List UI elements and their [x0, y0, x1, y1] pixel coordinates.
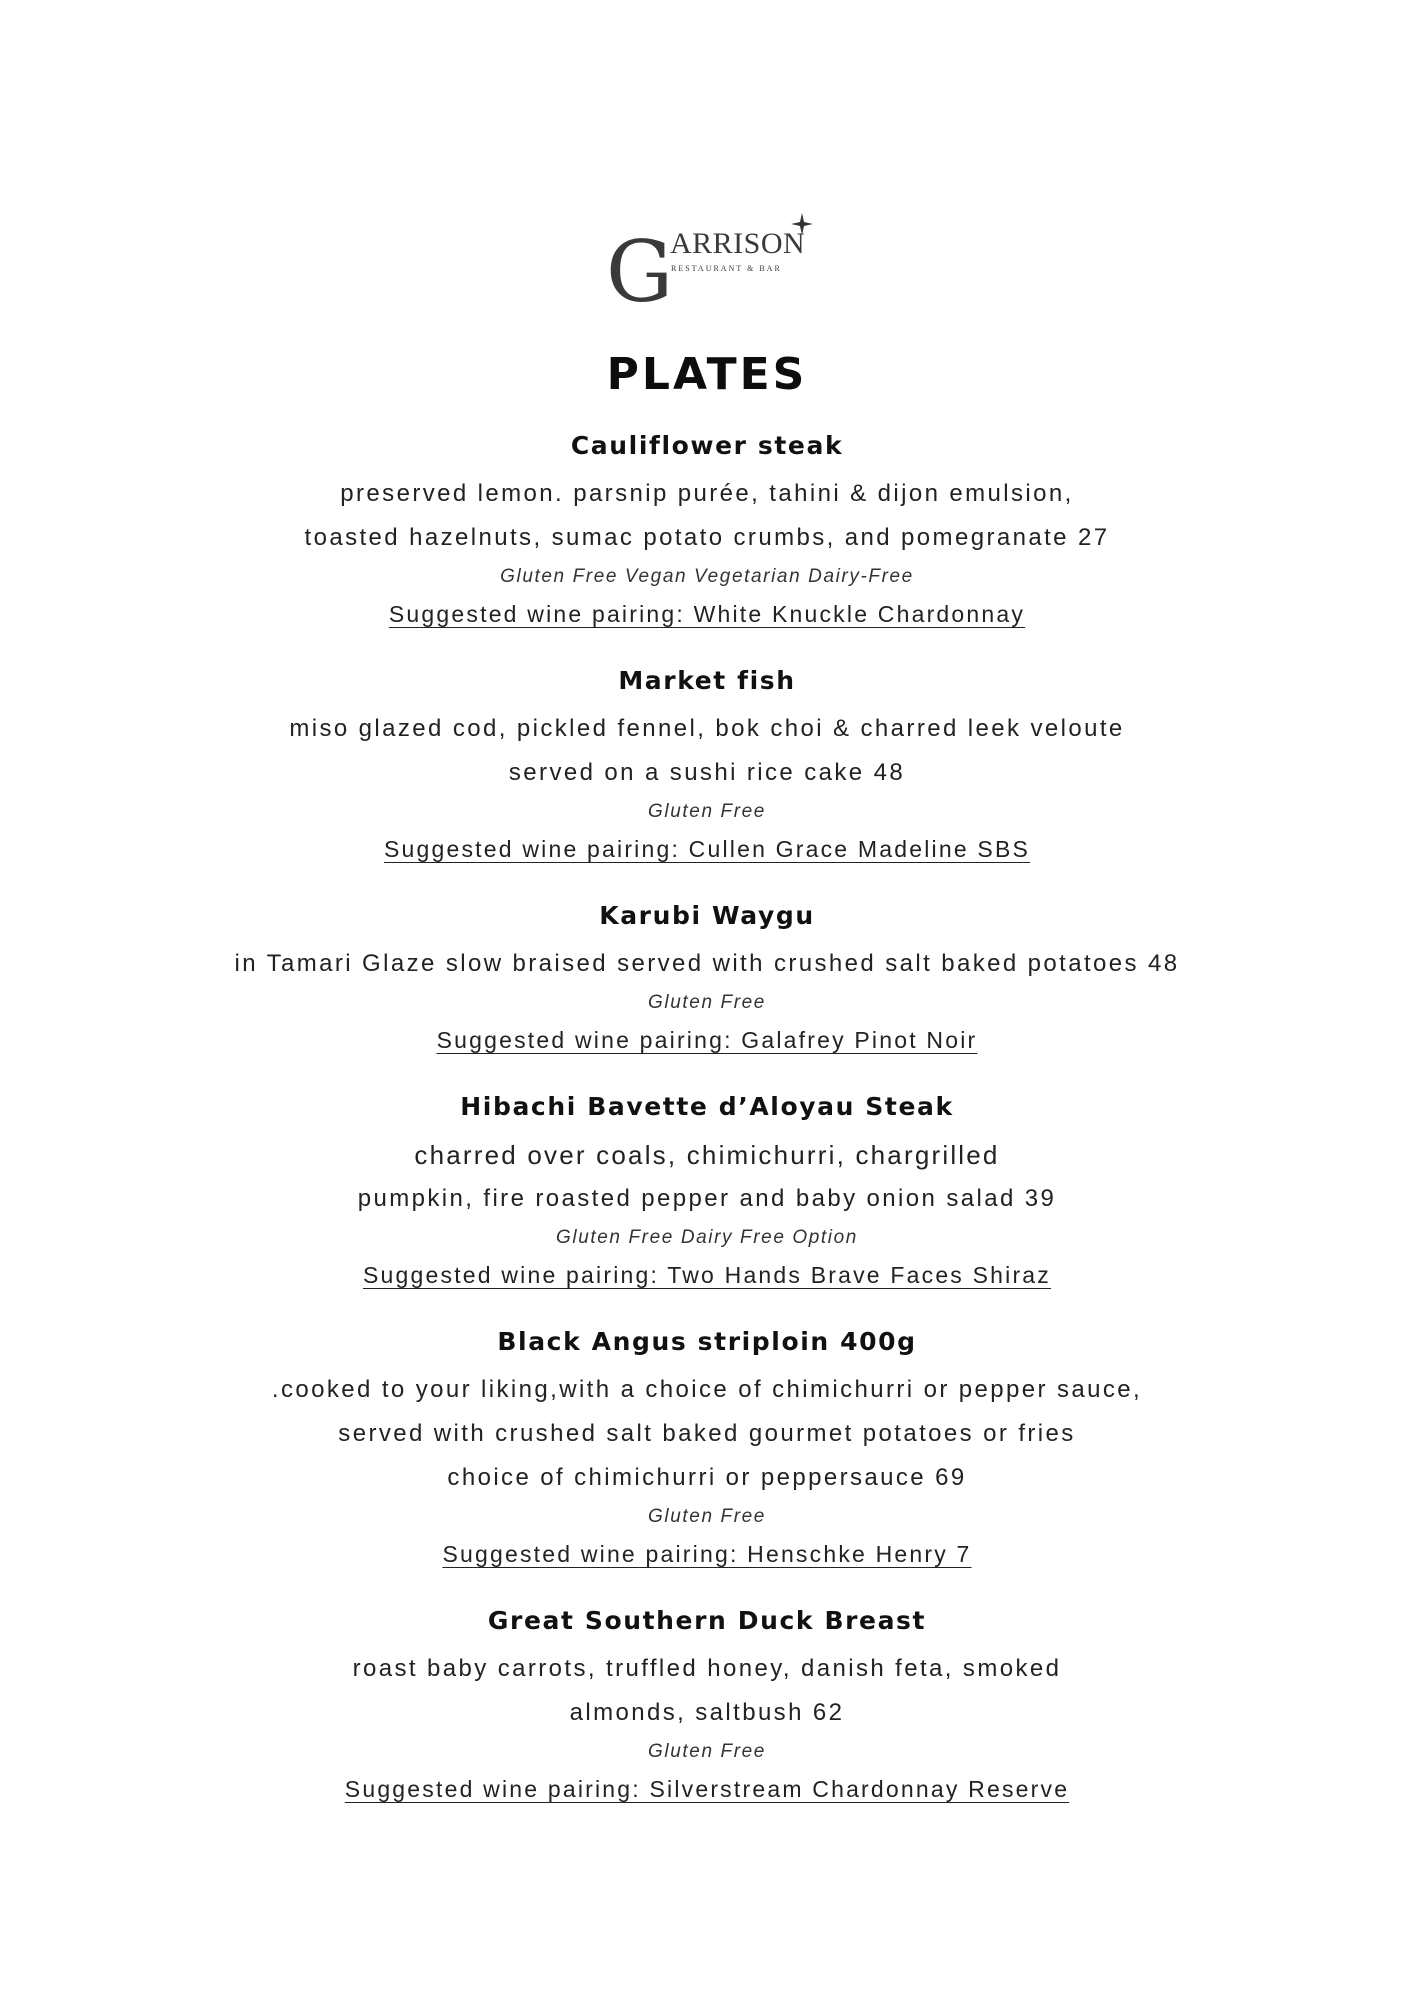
dish-name: Karubi Waygu	[599, 901, 815, 930]
dish-name: Market fish	[618, 666, 796, 695]
wine-pairing-link[interactable]: Suggested wine pairing: Two Hands Brave Faces Shiraz	[362, 1262, 1051, 1288]
logo-initial: G	[606, 223, 674, 315]
dish-description: served on a sushi rice cake 48	[508, 759, 906, 786]
dish-description: roast baby carrots, truffled honey, danish feta, smoked	[352, 1655, 1062, 1682]
dish-description: almonds, saltbush 62	[569, 1699, 845, 1726]
dietary-info: Gluten Free	[648, 1741, 766, 1762]
wine-pairing-link[interactable]: Suggested wine pairing: Cullen Grace Madeline SBS	[383, 836, 1031, 862]
dish-item	[0, 1603, 1414, 1811]
wine-pairing-link[interactable]: Suggested wine pairing: Henschke Henry 7	[442, 1541, 972, 1567]
dietary-info: Gluten Free Dairy Free Option	[556, 1227, 858, 1248]
section-heading: PLATES	[606, 349, 808, 400]
dish-item	[0, 1324, 1414, 1576]
dish-name: Black Angus striploin 400g	[497, 1327, 917, 1356]
dish-item	[0, 663, 1414, 871]
dietary-info: Gluten Free	[648, 992, 766, 1013]
garrison-logo	[600, 205, 820, 315]
dish-description: .cooked to your liking,with a choice of chimichurri or pepper sauce,	[271, 1376, 1143, 1403]
logo-wordmark: ARRISON	[670, 227, 806, 260]
dish-name: Hibachi Bavette d’Aloyau Steak	[460, 1092, 954, 1121]
wine-pairing-link[interactable]: Suggested wine pairing: White Knuckle Chardonnay	[388, 601, 1026, 627]
logo-tagline: RESTAURANT & BAR	[671, 264, 782, 273]
dish-item	[0, 1089, 1414, 1297]
dish-description: in Tamari Glaze slow braised served with crushed salt baked potatoes 48	[234, 950, 1180, 977]
dish-list	[0, 428, 1414, 1838]
dish-name: Great Southern Duck Breast	[487, 1606, 927, 1635]
dish-description: preserved lemon. parsnip purée, tahini & dijon emulsion,	[340, 480, 1074, 507]
dish-item	[0, 898, 1414, 1062]
dietary-info: Gluten Free Vegan Vegetarian Dairy-Free	[500, 566, 914, 587]
wine-pairing-link[interactable]: Suggested wine pairing: Galafrey Pinot Noir	[436, 1027, 978, 1053]
dish-description: pumpkin, fire roasted pepper and baby onion salad 39	[357, 1185, 1057, 1212]
dietary-info: Gluten Free	[648, 801, 766, 822]
dish-description: toasted hazelnuts, sumac potato crumbs, and pomegranate 27	[304, 524, 1110, 551]
dietary-info: Gluten Free	[648, 1506, 766, 1527]
dish-name: Cauliflower steak	[570, 431, 844, 460]
dish-description: served with crushed salt baked gourmet potatoes or fries	[338, 1420, 1076, 1447]
wine-pairing-link[interactable]: Suggested wine pairing: Silverstream Chardonnay Reserve	[344, 1776, 1070, 1802]
dish-item	[0, 428, 1414, 636]
dish-description: choice of chimichurri or peppersauce 69	[447, 1464, 967, 1491]
dish-description: miso glazed cod, pickled fennel, bok choi & charred leek veloute	[289, 715, 1125, 742]
dish-description: charred over coals, chimichurri, chargrilled	[414, 1140, 1000, 1170]
